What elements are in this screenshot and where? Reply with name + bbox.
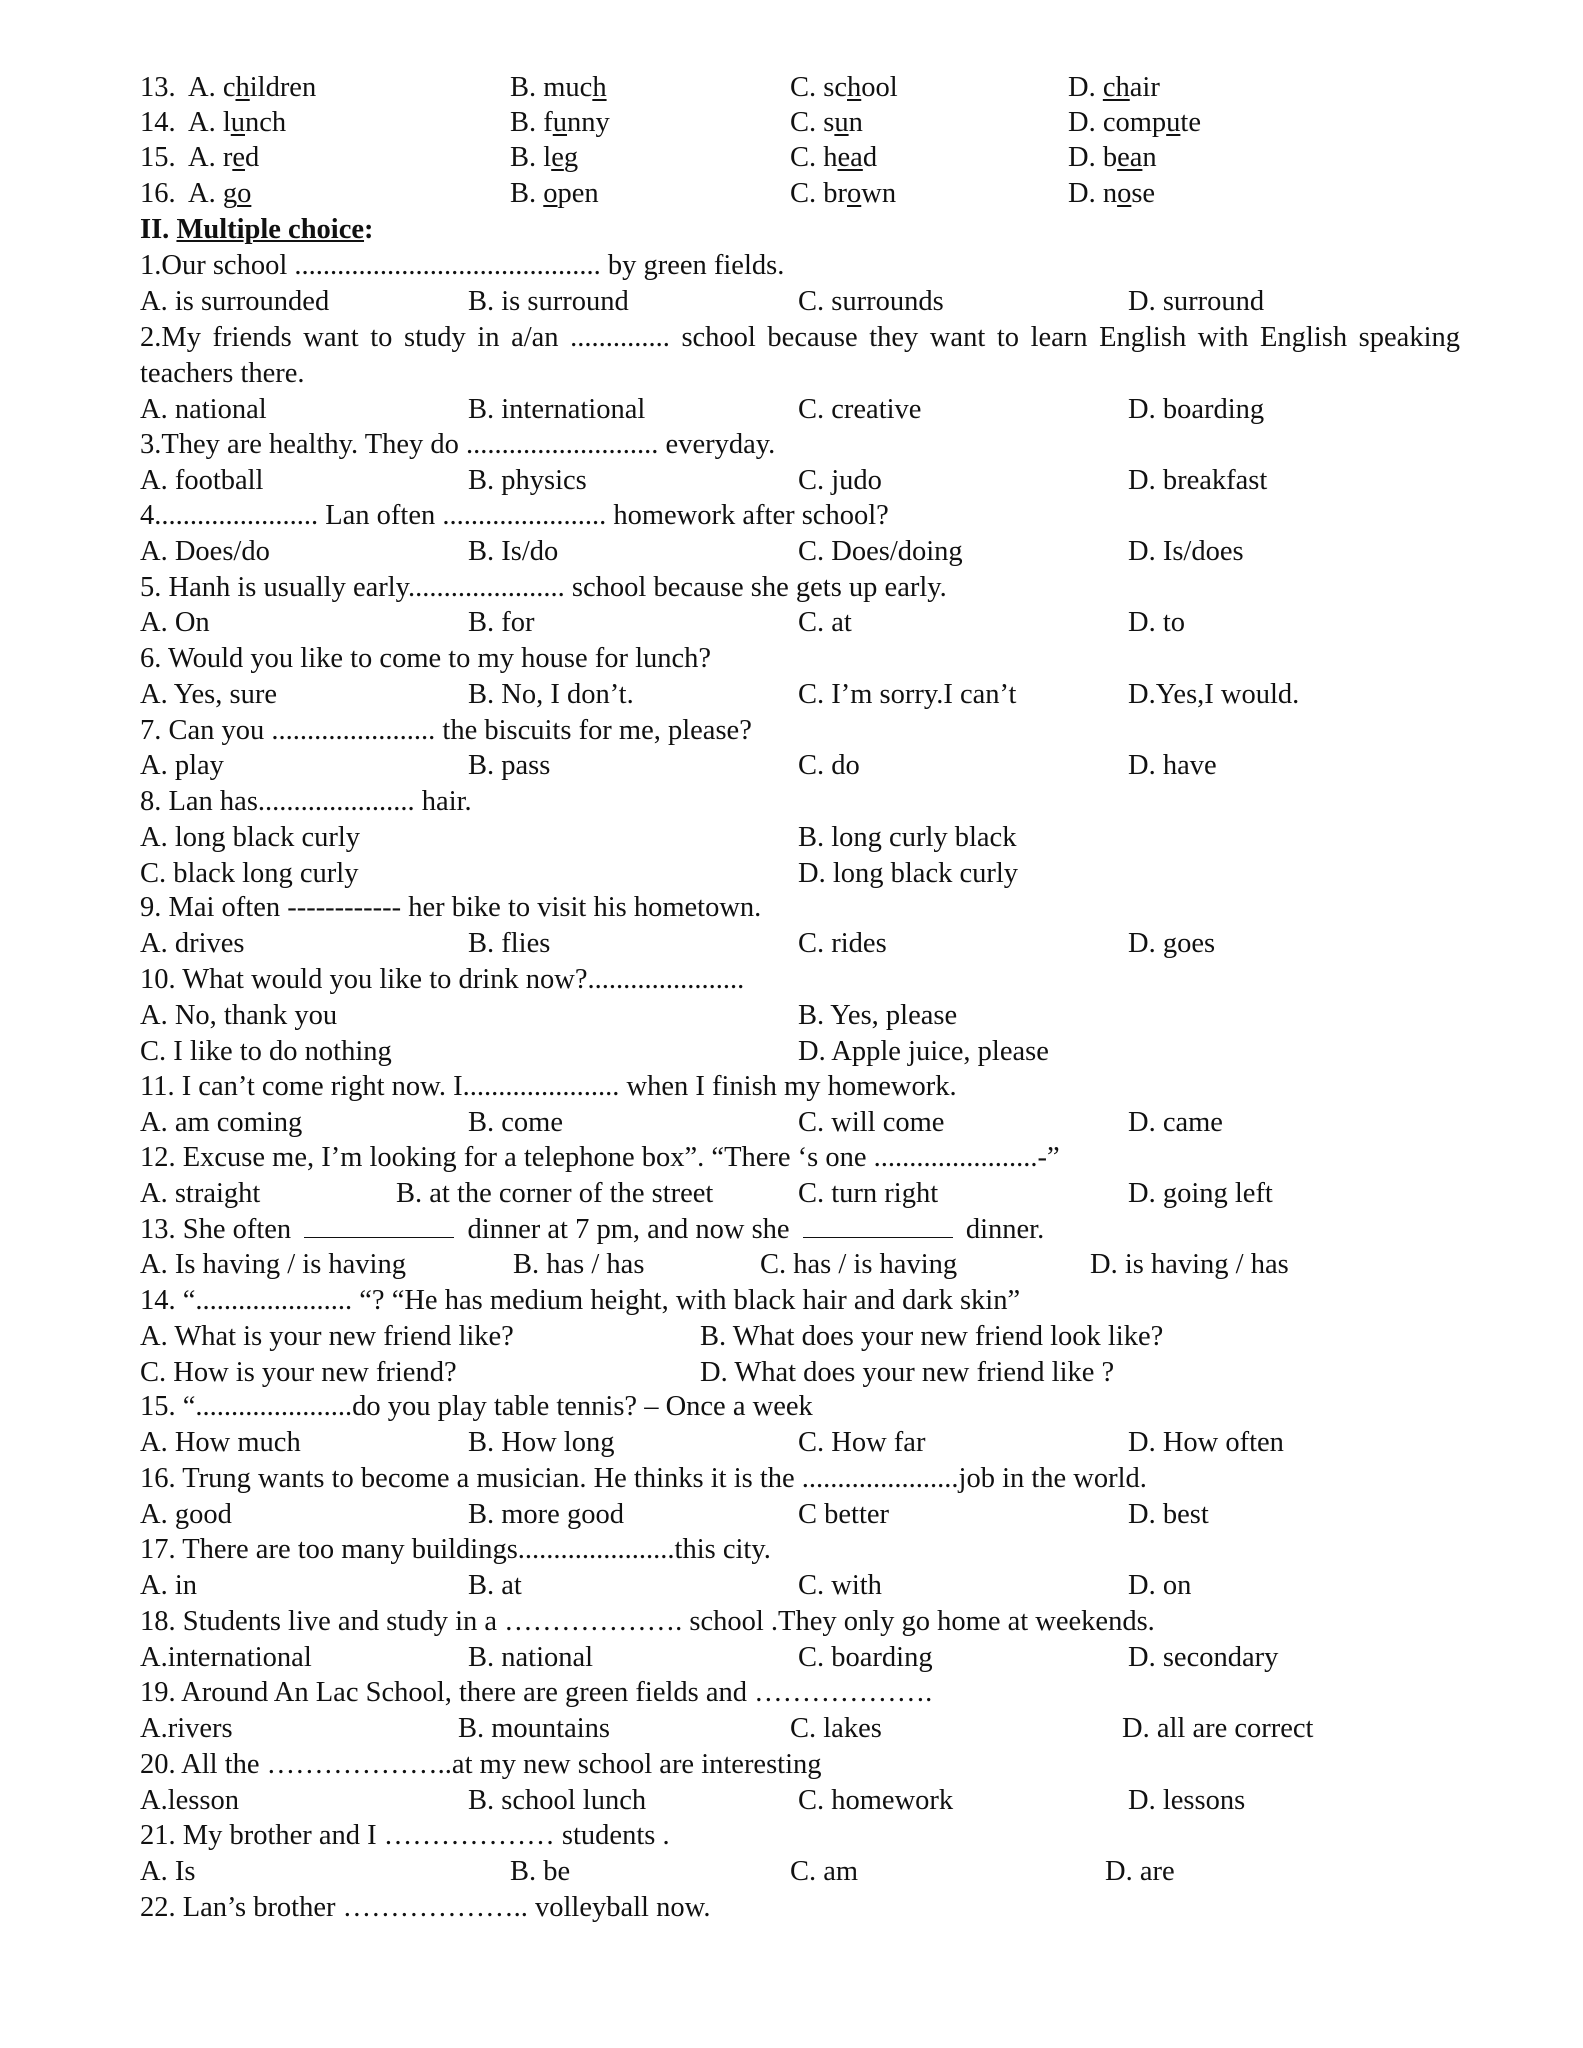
answer-option[interactable]: A. long black curly <box>140 822 361 853</box>
answer-option[interactable]: B. flies <box>468 928 551 959</box>
question-text: 9. Mai often ------------ her bike to visit his hometown. <box>140 892 762 923</box>
answer-option[interactable]: A. How much <box>140 1427 301 1458</box>
answer-option[interactable]: B. Is/do <box>468 536 559 567</box>
answer-option[interactable]: D. compute <box>1068 107 1201 138</box>
question-text: 5. Hanh is usually early...................... school because she gets up early. <box>140 572 947 603</box>
question-number: 16. <box>140 178 176 209</box>
answer-option[interactable]: A. is surrounded <box>140 286 330 317</box>
underlined-sound: u <box>1166 107 1181 138</box>
answer-option[interactable]: C. I like to do nothing <box>140 1035 392 1067</box>
question-text: 10. What would you like to drink now?...................... <box>140 964 745 995</box>
answer-option[interactable]: C. school <box>790 72 898 103</box>
answer-option[interactable]: B. open <box>510 178 599 209</box>
answer-option[interactable]: D. to <box>1128 607 1185 638</box>
question-text: 13. She often dinner at 7 pm, and now she dinner. <box>140 1214 1045 1245</box>
answer-option[interactable]: D. What does your new friend like ? <box>700 1356 1115 1388</box>
answer-option[interactable]: A. children <box>188 72 317 103</box>
answer-option[interactable]: C. brown <box>790 178 897 209</box>
answer-option[interactable]: C. creative <box>798 394 922 425</box>
question-text: 1.Our school ........................................... by green fields. <box>140 250 785 281</box>
answer-option[interactable]: C. with <box>798 1570 882 1601</box>
question-text: 4....................... Lan often ....................... homework after school? <box>140 500 889 531</box>
answer-option[interactable]: D. all are correct <box>1122 1713 1314 1744</box>
answer-option[interactable]: A. What is your new friend like? <box>140 1321 514 1352</box>
answer-option[interactable]: D. bean <box>1068 142 1157 173</box>
answer-option[interactable]: A. On <box>140 607 210 638</box>
question-text: 3.They are healthy. They do ........................... everyday. <box>140 429 776 460</box>
answer-option[interactable]: B. pass <box>468 750 551 781</box>
answer-option[interactable]: C. has / is having <box>760 1249 958 1280</box>
answer-option[interactable]: C. head <box>790 142 878 173</box>
answer-option[interactable]: A. play <box>140 750 224 781</box>
answer-option[interactable]: D. best <box>1128 1499 1209 1530</box>
answer-option[interactable]: C better <box>798 1499 890 1530</box>
question-text: 2.My friends want to study in a/an .............. school because they want to learn English with English speaking teachers there. <box>140 322 1460 389</box>
answer-option[interactable]: C. How is your new friend? <box>140 1356 457 1388</box>
answer-option[interactable]: B. long curly black <box>798 822 1017 853</box>
question-number: 14. <box>140 107 176 138</box>
underlined-sound: ea <box>1117 142 1143 173</box>
underlined-sound: o <box>237 178 252 209</box>
underlined-sound: h <box>847 72 862 103</box>
answer-option[interactable]: B. national <box>468 1642 594 1673</box>
answer-option[interactable]: B. international <box>468 394 646 425</box>
answer-option[interactable]: B. mountains <box>458 1713 611 1744</box>
answer-option[interactable]: A.international <box>140 1642 312 1673</box>
answer-option[interactable]: C. rides <box>798 928 887 959</box>
answer-option[interactable]: A. good <box>140 1499 232 1530</box>
answer-option[interactable]: D. breakfast <box>1128 465 1268 496</box>
answer-option[interactable]: A. No, thank you <box>140 1000 338 1031</box>
answer-option[interactable]: B. at <box>468 1570 522 1601</box>
answer-option[interactable]: C. surrounds <box>798 286 944 317</box>
underlined-sound: o <box>1117 178 1132 209</box>
answer-option[interactable]: A. am coming <box>140 1107 303 1138</box>
underlined-sound: ea <box>837 142 863 173</box>
answer-option[interactable]: D. came <box>1128 1107 1223 1138</box>
answer-option[interactable]: A. straight <box>140 1178 261 1209</box>
answer-option[interactable]: D. long black curly <box>798 857 1019 889</box>
answer-option[interactable]: D. have <box>1128 750 1217 781</box>
answer-option[interactable]: A. Is <box>140 1856 196 1887</box>
answer-option[interactable]: B. funny <box>510 107 610 138</box>
question-text: 16. Trung wants to become a musician. He thinks it is the ......................job in the world. <box>140 1463 1147 1494</box>
answer-option[interactable]: D. surround <box>1128 286 1265 317</box>
answer-option[interactable]: D. going left <box>1128 1178 1273 1209</box>
question-text: 15. “......................do you play table tennis? – Once a week <box>140 1391 813 1422</box>
answer-option[interactable]: C. How far <box>798 1427 926 1458</box>
answer-option[interactable]: B. leg <box>510 142 579 173</box>
answer-option[interactable]: C. boarding <box>798 1642 933 1673</box>
question-text: 6. Would you like to come to my house for lunch? <box>140 643 712 674</box>
answer-option[interactable]: D. lessons <box>1128 1785 1246 1816</box>
answer-option[interactable]: D. boarding <box>1128 394 1265 425</box>
answer-option[interactable]: B. How long <box>468 1427 615 1458</box>
question-text: 12. Excuse me, I’m looking for a telephone box”. “There ‘s one .......................-” <box>140 1142 1060 1173</box>
answer-option[interactable]: D. is having / has <box>1090 1249 1289 1280</box>
answer-option[interactable]: A. football <box>140 465 264 496</box>
underlined-sound: o <box>847 178 862 209</box>
question-text: 17. There are too many buildings......................this city. <box>140 1534 771 1565</box>
answer-option[interactable]: A. drives <box>140 928 245 959</box>
answer-option[interactable]: C. judo <box>798 465 882 496</box>
answer-option[interactable]: C. am <box>790 1856 859 1887</box>
answer-option[interactable]: B. is surround <box>468 286 629 317</box>
underlined-sound: h <box>592 72 607 103</box>
underlined-sound: h <box>235 72 250 103</box>
answer-option[interactable]: D. goes <box>1128 928 1216 959</box>
question-text: 21. My brother and I ……………… students . <box>140 1820 670 1851</box>
answer-option[interactable]: B. What does your new friend look like? <box>700 1321 1164 1352</box>
answer-option[interactable]: A.rivers <box>140 1713 233 1744</box>
answer-option[interactable]: C. black long curly <box>140 857 359 889</box>
underlined-sound: e <box>551 142 564 173</box>
underlined-sound: o <box>543 178 558 209</box>
question-text: 11. I can’t come right now. I...................... when I finish my homework. <box>140 1071 957 1102</box>
underlined-sound: e <box>232 142 245 173</box>
answer-option[interactable]: C. turn right <box>798 1178 939 1209</box>
underlined-sound: u <box>834 107 849 138</box>
answer-option[interactable]: B. at the corner of the street <box>396 1178 714 1209</box>
answer-option[interactable]: C. lakes <box>790 1713 882 1744</box>
question-text: 20. All the ………………..at my new school are interesting <box>140 1749 822 1780</box>
section-title-text: Multiple choice <box>176 214 365 245</box>
answer-option[interactable]: B. more good <box>468 1499 624 1530</box>
answer-option[interactable]: D. Apple juice, please <box>798 1035 1049 1067</box>
answer-option[interactable]: A. Yes, sure <box>140 679 277 710</box>
answer-option[interactable]: C. at <box>798 607 852 638</box>
question-text: 8. Lan has...................... hair. <box>140 786 472 817</box>
answer-option[interactable]: A. in <box>140 1570 197 1601</box>
answer-option[interactable]: C. homework <box>798 1785 954 1816</box>
answer-option[interactable]: D. Is/does <box>1128 536 1244 567</box>
answer-option[interactable]: B. Yes, please <box>798 1000 958 1031</box>
answer-option[interactable]: B. for <box>468 607 535 638</box>
answer-option[interactable]: D. secondary <box>1128 1642 1279 1673</box>
answer-option[interactable]: C. do <box>798 750 860 781</box>
answer-option[interactable]: D. How often <box>1128 1427 1284 1458</box>
question-text: 22. Lan’s brother ……………….. volleyball now. <box>140 1892 711 1923</box>
question-text: 19. Around An Lac School, there are green fields and ………………. <box>140 1677 933 1708</box>
answer-option[interactable]: A. lunch <box>188 107 287 138</box>
answer-option[interactable]: D.Yes,I would. <box>1128 679 1300 710</box>
question-text: 14. “...................... “? “He has medium height, with black hair and dark skin” <box>140 1285 1021 1316</box>
answer-blank[interactable] <box>304 1215 454 1238</box>
answer-option[interactable]: A. Does/do <box>140 536 270 567</box>
answer-option[interactable]: D. nose <box>1068 178 1156 209</box>
question-number: 15. <box>140 142 176 173</box>
answer-option[interactable]: A. go <box>188 178 252 209</box>
question-text: 7. Can you ....................... the biscuits for me, please? <box>140 715 752 746</box>
answer-option[interactable]: A. red <box>188 142 260 173</box>
answer-option[interactable]: C. I’m sorry.I can’t <box>798 679 1017 710</box>
answer-option[interactable]: B. be <box>510 1856 571 1887</box>
answer-option[interactable]: B. much <box>510 72 607 103</box>
answer-option[interactable]: D. chair <box>1068 72 1160 103</box>
section-suffix: : <box>364 214 374 245</box>
answer-option[interactable]: D. are <box>1105 1856 1175 1887</box>
answer-option[interactable]: C. Does/doing <box>798 536 963 567</box>
answer-option[interactable]: A. Is having / is having <box>140 1249 406 1280</box>
answer-option[interactable]: A. national <box>140 394 267 425</box>
answer-option[interactable]: C. sun <box>790 107 863 138</box>
underlined-sound: ch <box>1102 72 1130 103</box>
answer-option[interactable]: B. has / has <box>513 1249 645 1280</box>
answer-blank[interactable] <box>803 1215 953 1238</box>
answer-option[interactable]: B. school lunch <box>468 1785 647 1816</box>
answer-option[interactable]: A.lesson <box>140 1785 239 1816</box>
underlined-sound: u <box>552 107 567 138</box>
answer-option[interactable]: B. physics <box>468 465 587 496</box>
underlined-sound: u <box>230 107 245 138</box>
answer-option[interactable]: D. on <box>1128 1570 1192 1601</box>
question-number: 13. <box>140 72 176 103</box>
section-prefix: II. <box>140 214 177 245</box>
answer-option[interactable]: B. No, I don’t. <box>468 679 634 710</box>
section-title <box>140 212 374 248</box>
answer-option[interactable]: B. come <box>468 1107 563 1138</box>
answer-option[interactable]: C. will come <box>798 1107 945 1138</box>
question-text: 18. Students live and study in a ………………. school .They only go home at weekends. <box>140 1606 1155 1637</box>
